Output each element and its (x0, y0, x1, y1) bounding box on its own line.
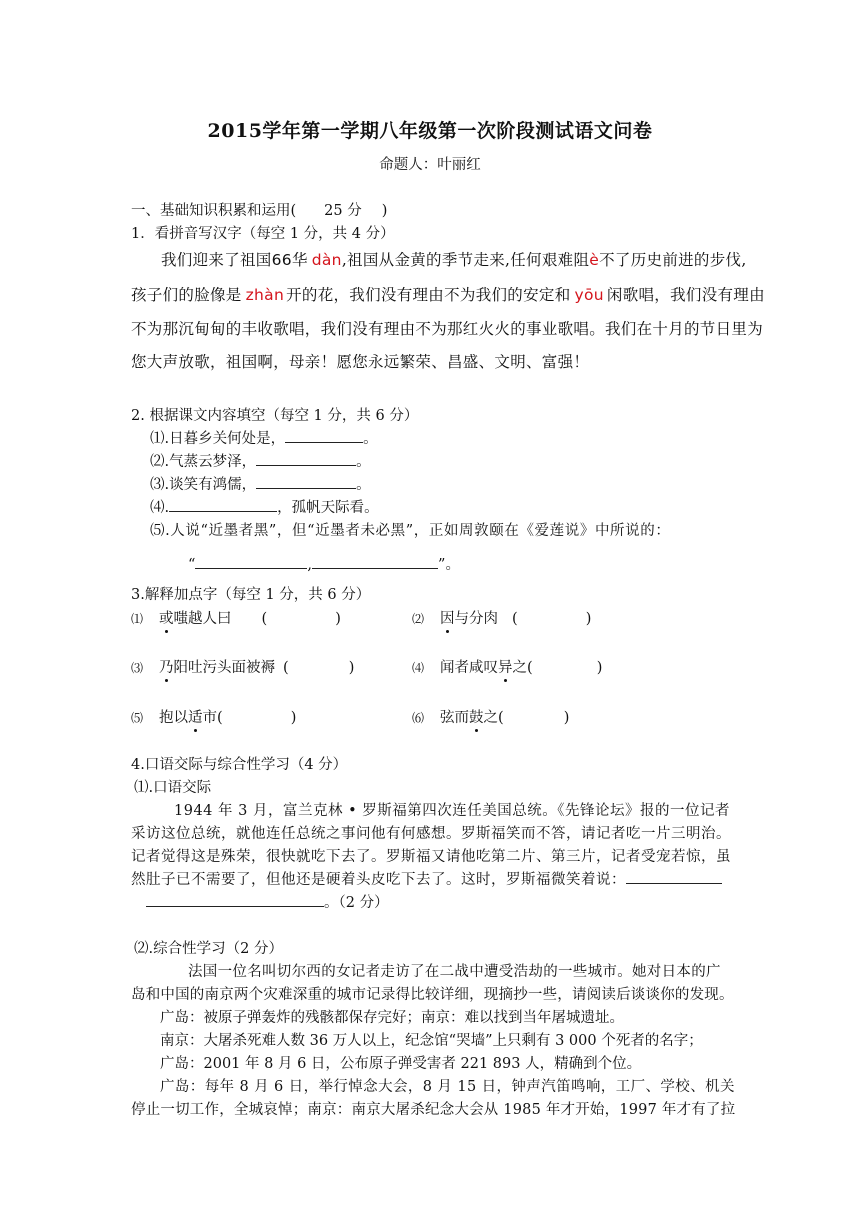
q2-item2: ⑵.气蒸云梦泽， 。 (150, 450, 371, 471)
q4-sub2: ⑵.综合性学习（2 分） (134, 941, 283, 957)
q1-line4: 您大声放歌，祖国啊，母亲！愿您永远繁荣、昌盛、文明、富强！ (131, 353, 590, 371)
exam-title: 2015学年第一学期八年级第一次阶段测试语文问卷 (207, 120, 653, 142)
q4-para-line4: 然肚子已不需要了，但他还是硬着头皮吃下去了。这时，罗斯福微笑着说： (131, 868, 722, 889)
q1-line2: 孩子们的脸像是 zhàn 开的花，我们没有理由不为我们的安定和 yōu 闲歌唱，我们没有理由 (131, 286, 765, 304)
pinyin-e: è (589, 251, 600, 269)
answer-blank[interactable] (256, 474, 356, 489)
q1-line3: 不为那沉甸甸的丰收歌唱，我们没有理由不为那红火火的事业歌唱。我们在十月的节日里为 (131, 320, 764, 338)
q3-item1: ⑴ 或嗤越人曰 ( ) (131, 607, 341, 628)
q4-sub1: ⑴.口语交际 (134, 780, 212, 796)
q2-item1: ⑴.日暮乡关何处是， 。 (150, 427, 378, 448)
pinyin-dan: dàn (311, 251, 342, 269)
q4-case-line1: 法国一位名叫切尔西的女记者走访了在二战中遭受浩劫的一些城市。她对日本的广 (188, 964, 721, 980)
q4-para-line1: 1944 年 3 月，富兰克林 • 罗斯福第四次连任美国总统。《先锋论坛》报的一位记者 (174, 803, 730, 819)
exam-author: 命题人：叶丽红 (379, 157, 481, 173)
q4-para-line5: 。（2 分） (146, 891, 389, 912)
q4-para-line3: 记者觉得这是殊荣，很快就吃下去了。罗斯福又请他吃第二片、第三片，记者受宠若惊，虽 (131, 849, 731, 865)
answer-blank[interactable] (195, 554, 307, 569)
answer-blank[interactable] (312, 554, 438, 569)
answer-blank[interactable] (169, 497, 277, 512)
answer-blank[interactable] (256, 451, 356, 466)
part1-heading: 一、基础知识积累和运用( 25 分 ) (131, 203, 388, 219)
q3-item3: ⑶ 乃阳吐污头面被褥 ( ) (131, 656, 354, 677)
q4-case-line2: 岛和中国的南京两个灾难深重的城市记录得比较详细，现摘抄一些，请阅读后谈谈你的发现。 (131, 987, 734, 1003)
q2-item5-blanks: “ , ”。 (188, 553, 460, 574)
pinyin-you: yōu (574, 286, 604, 304)
q4-heading: 4.口语交际与综合性学习（4 分） (131, 757, 348, 773)
q3-item5: ⑸ 抱以适市( ) (131, 706, 296, 727)
q3-item4: ⑷ 闻者咸叹异之( ) (412, 656, 602, 677)
q2-item5: ⑸.人说“近墨者黑”，但“近墨者未必黑”，正如周敦颐在《爱莲说》中所说的： (150, 523, 671, 539)
q2-heading: 2. 根据课文内容填空（每空 1 分，共 6 分） (131, 408, 419, 424)
q4-case-line4: 南京：大屠杀死难人数 36 万人以上，纪念馆“哭墙”上只剩有 3 000 个死者的名字； (160, 1033, 703, 1049)
q4-para-line2: 采访这位总统，就他连任总统之事问他有何感想。罗斯福笑而不答，请记者吃一片三明治。 (131, 826, 731, 842)
q4-case-line6: 广岛：每年 8 月 6 日，举行悼念大会，8 月 15 日，钟声汽笛鸣响，工厂、学校、机关 (160, 1079, 735, 1095)
q4-case-line7: 停止一切工作，全城哀悼；南京：南京大屠杀纪念大会从 1985 年才开始，1997 年才有了拉 (131, 1102, 736, 1118)
q4-case-line5: 广岛：2001 年 8 月 6 日，公布原子弹受害者 221 893 人，精确到个位。 (160, 1056, 642, 1072)
q3-item6: ⑹ 弦而鼓之( ) (412, 706, 569, 727)
q3-heading: 3.解释加点字（每空 1 分，共 6 分） (131, 587, 371, 603)
q3-item2: ⑵ 因与分肉 ( ) (412, 607, 591, 628)
q1-heading: 1．看拼音写汉字（每空 1 分，共 4 分） (131, 226, 395, 242)
q4-case-line3: 广岛：被原子弹轰炸的残骸都保存完好；南京：难以找到当年屠城遗址。 (160, 1010, 624, 1026)
answer-blank[interactable] (285, 428, 363, 443)
answer-blank[interactable] (626, 869, 722, 884)
q2-item4: ⑷. ，孤帆天际看。 (150, 496, 379, 517)
pinyin-zhan: zhàn (245, 286, 285, 304)
q2-item3: ⑶.谈笑有鸿儒， 。 (150, 473, 371, 494)
q1-line1: 我们迎来了祖国66华 dàn,祖国从金黄的季节走来,任何艰难阻è不了历史前进的步伐, (161, 251, 747, 269)
answer-blank[interactable] (146, 892, 324, 907)
